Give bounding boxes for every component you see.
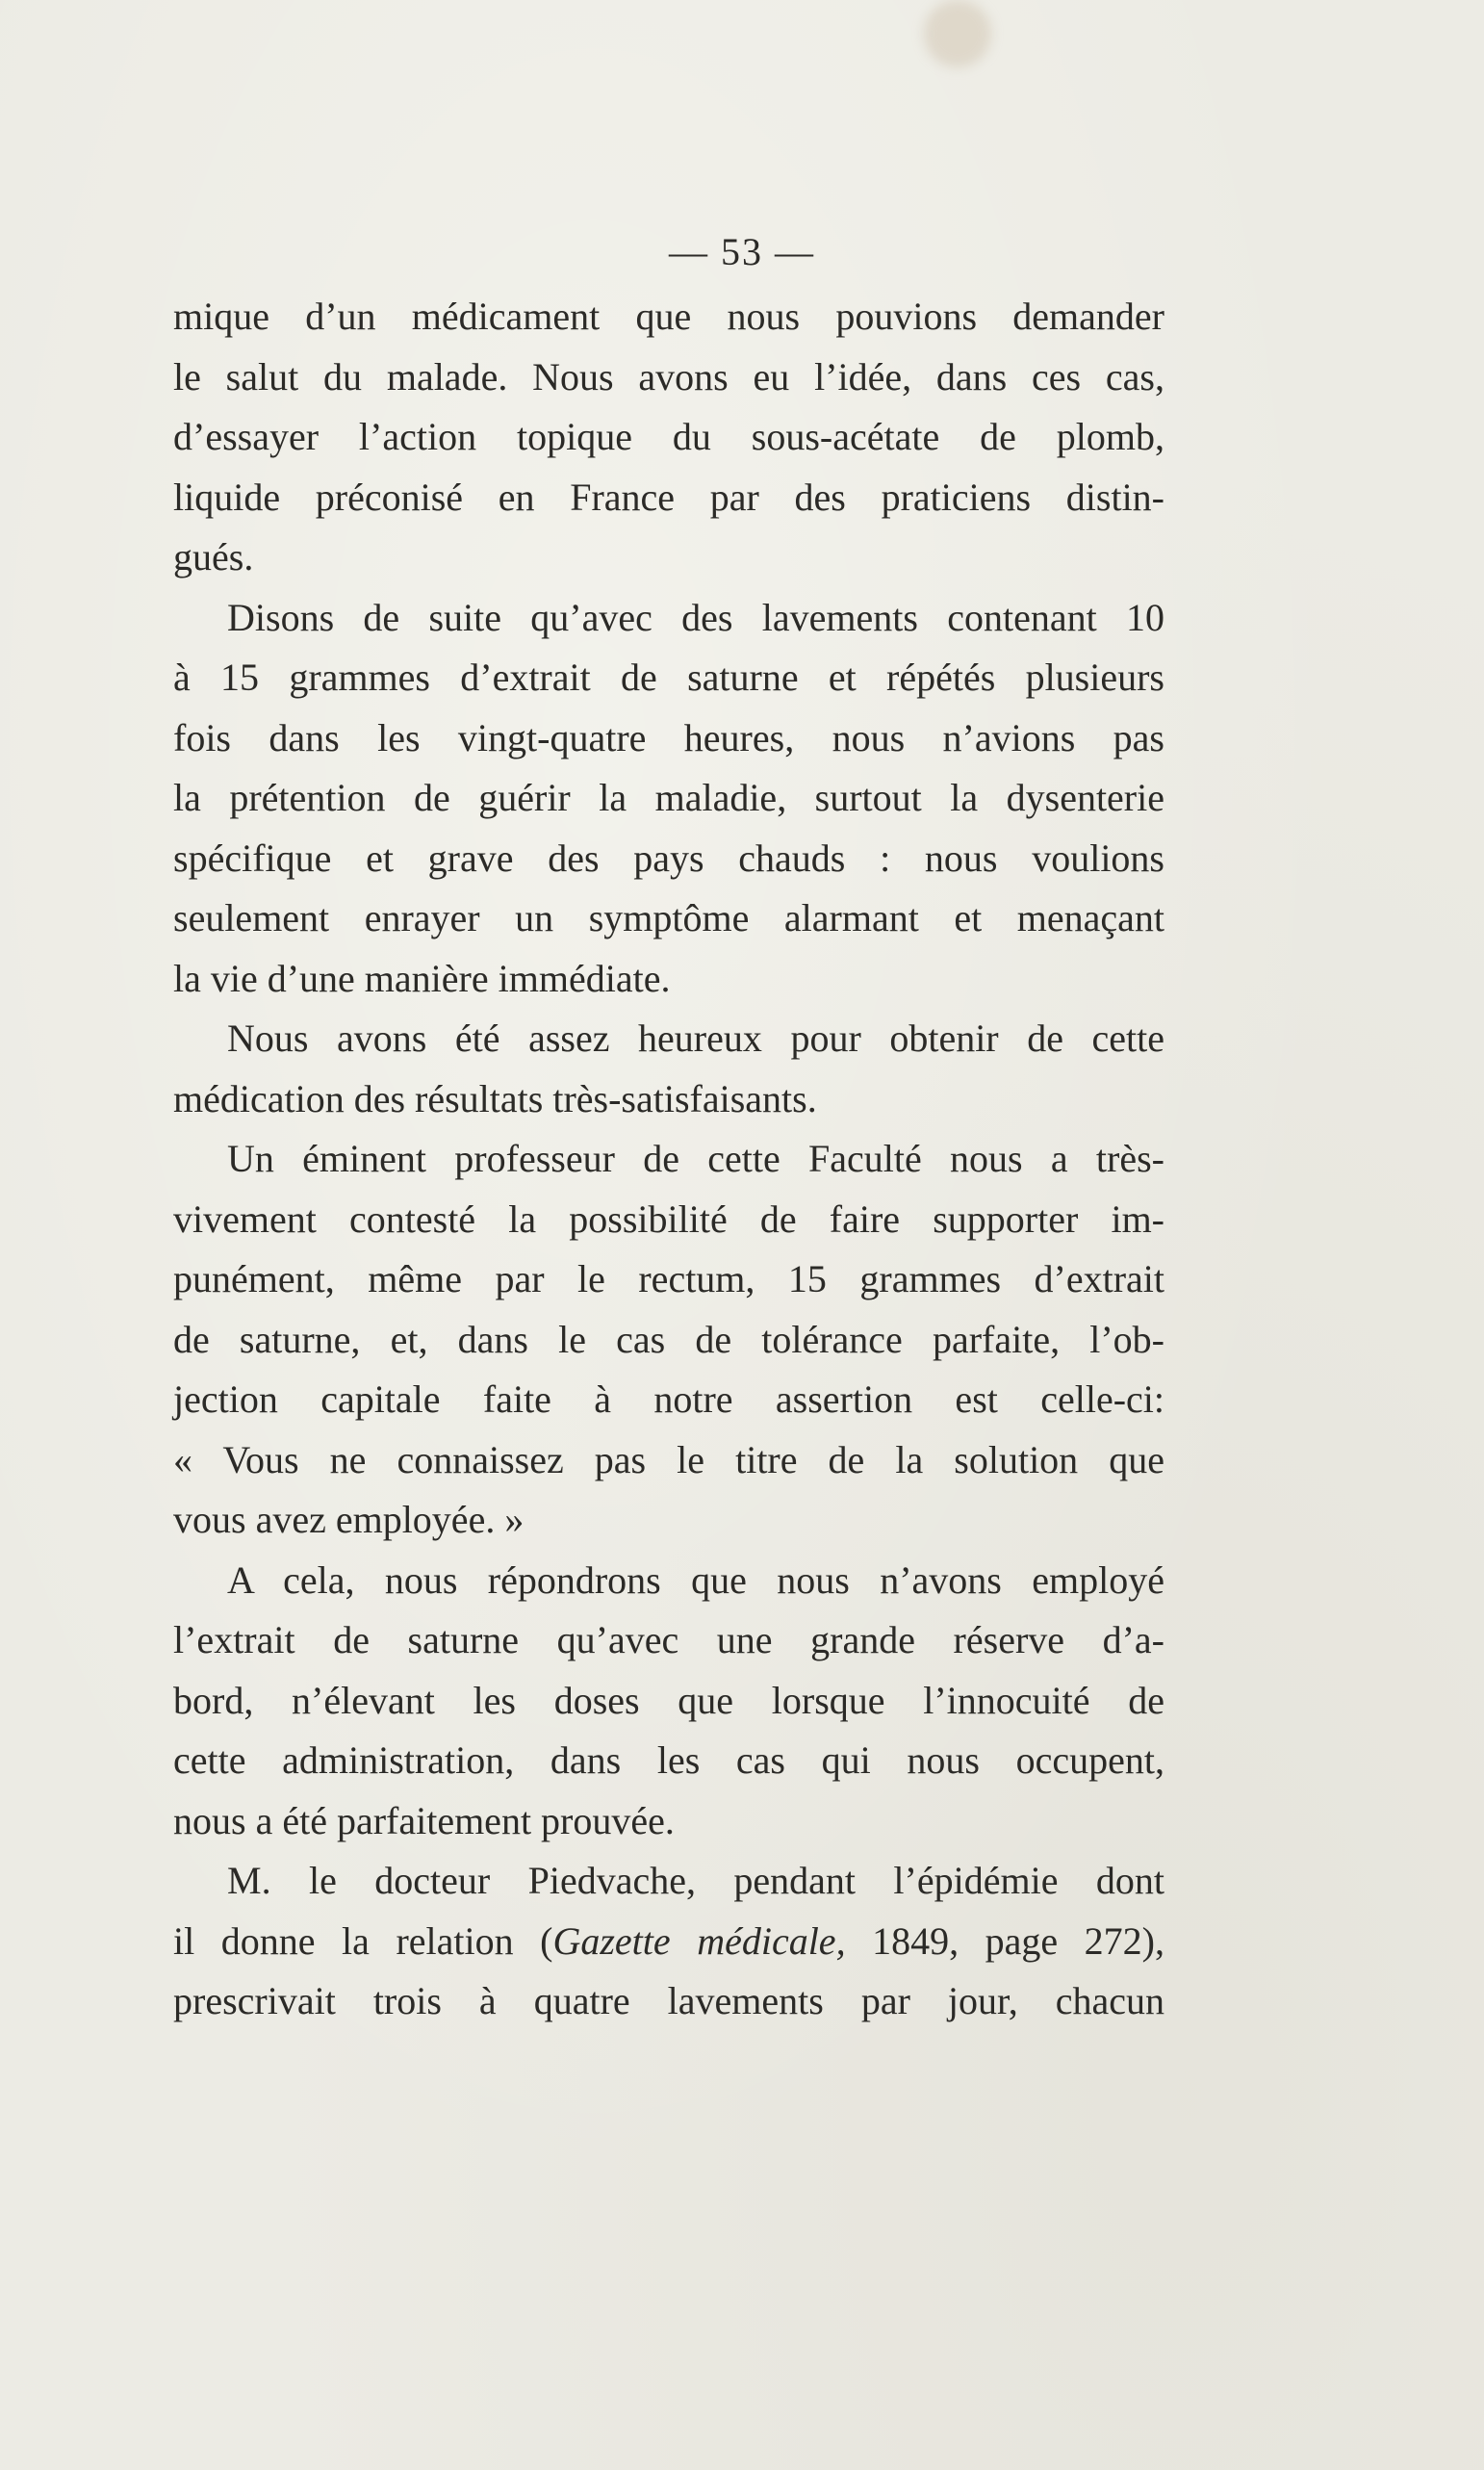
text-line: d’essayer l’action topique du sous-acétate de plomb, — [173, 415, 1164, 458]
text-line: médication des résultats très-satisfaisants. — [173, 1076, 817, 1120]
text-line: seulement enrayer un symptôme alarmant et menaçant — [173, 896, 1164, 939]
text-line: « Vous ne connaissez pas le titre de la solution que — [173, 1437, 1164, 1481]
text-line — [173, 1912, 1164, 1972]
paper-stain — [924, 0, 991, 67]
text-line: A cela, nous répondrons que nous n’avons employé — [227, 1557, 1164, 1602]
italic-citation: Gazette médicale, — [552, 1918, 846, 1963]
text-line: cette administration, dans les cas qui nous occupent, — [173, 1738, 1164, 1782]
text-line: prescrivait trois à quatre lavements par jour, chacun — [173, 1979, 1164, 2022]
text-line: vivement contesté la possibilité de faire supporter im- — [173, 1196, 1164, 1241]
text-segment: 1849, page 272), — [845, 1918, 1165, 1963]
text-line: bord, n’élevant les doses que lorsque l’innocuité de — [173, 1678, 1164, 1722]
text-line: la prétention de guérir la maladie, surtout la dysenterie — [173, 776, 1164, 819]
text-line: à 15 grammes d’extrait de saturne et répétés plusieurs — [173, 656, 1164, 699]
text-line: gués. — [173, 535, 254, 579]
text-line: de saturne, et, dans le cas de tolérance parfaite, l’ob- — [173, 1317, 1164, 1361]
text-line: spécifique et grave des pays chauds : nous voulions — [173, 836, 1164, 880]
page-number: — 53 — — [669, 230, 815, 273]
text-line: vous avez employée. » — [173, 1498, 525, 1541]
text-line: jection capitale faite à notre assertion est celle-ci: — [173, 1377, 1164, 1421]
text-line: Disons de suite qu’avec des lavements contenant 10 — [227, 595, 1164, 639]
text-line: liquide préconisé en France par des praticiens distin- — [173, 475, 1164, 519]
text-line: nous a été parfaitement prouvée. — [173, 1798, 675, 1842]
text-segment: il donne la relation ( — [173, 1918, 553, 1963]
text-line: la vie d’une manière immédiate. — [173, 956, 671, 1000]
text-line: fois dans les vingt-quatre heures, nous n’avions pas — [173, 715, 1164, 759]
text-line: M. le docteur Piedvache, pendant l’épidémie dont — [227, 1859, 1164, 1902]
text-line: le salut du malade. Nous avons eu l’idée, dans ces cas, — [173, 354, 1164, 399]
text-line: mique d’un médicament que nous pouvions demander — [173, 295, 1164, 338]
text-line: Un éminent professeur de cette Faculté nous a très- — [227, 1137, 1164, 1180]
text-line: punément, même par le rectum, 15 grammes d’extrait — [173, 1257, 1164, 1300]
text-line: l’extrait de saturne qu’avec une grande réserve d’a- — [173, 1618, 1164, 1661]
text-line: Nous avons été assez heureux pour obtenir de cette — [227, 1016, 1164, 1060]
body-text — [173, 287, 1164, 2032]
